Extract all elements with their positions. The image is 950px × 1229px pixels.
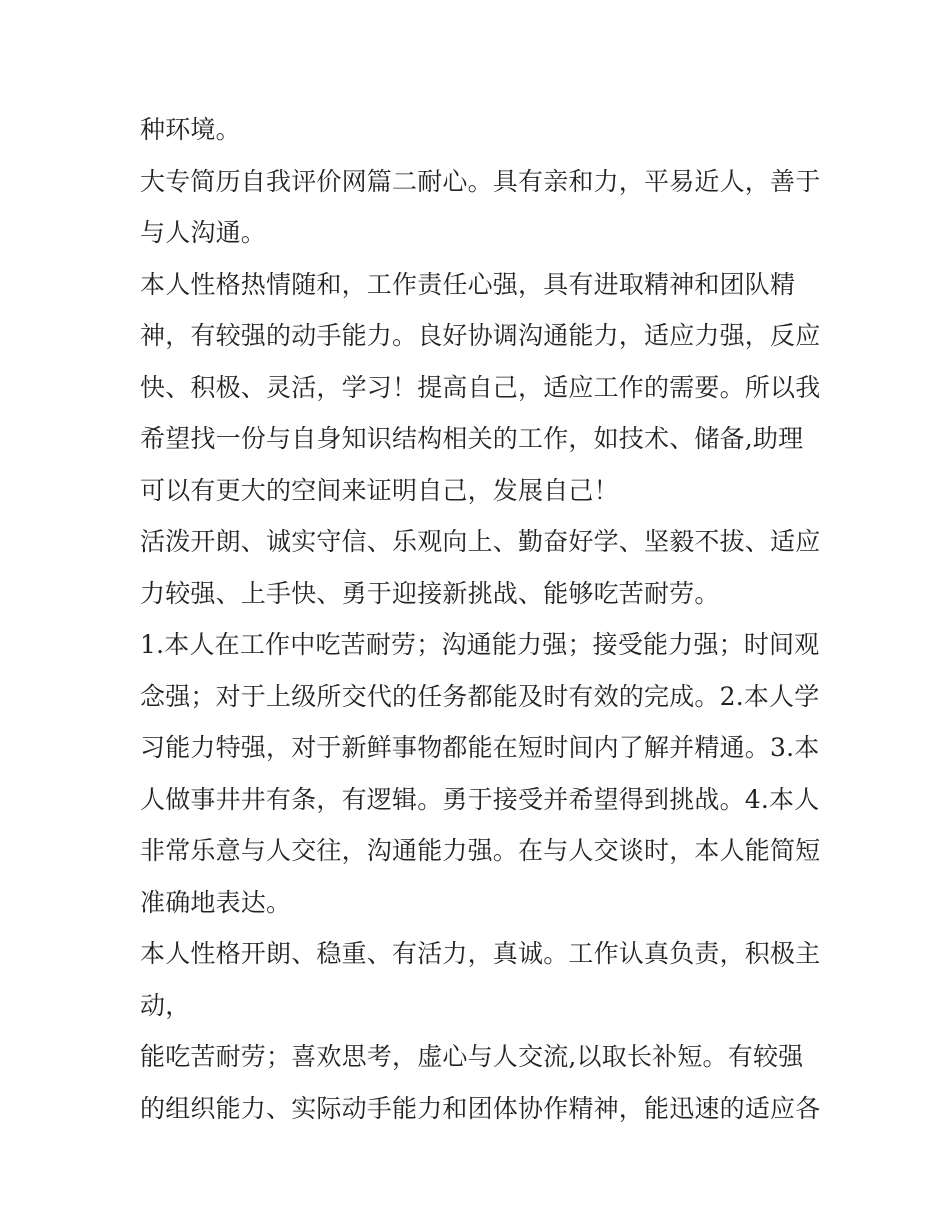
text-line: 能吃苦耐劳；喜欢思考，虚心与人交流,以取长补短。有较强 bbox=[140, 1042, 804, 1071]
text-line: 非常乐意与人交往，沟通能力强。在与人交谈时，本人能简短 bbox=[140, 836, 821, 865]
text-line: 动， bbox=[140, 990, 191, 1020]
text-line: 可以有更大的空间来证明自己，发展自己！ bbox=[140, 475, 619, 505]
text-line: 神，有较强的动手能力。良好协调沟通能力，适应力强，反应 bbox=[140, 321, 821, 350]
text-line: 人做事井井有条，有逻辑。勇于接受并希望得到挑战。4.本人 bbox=[140, 784, 820, 814]
text-line: 念强；对于上级所交代的任务都能及时有效的完成。2.本人学 bbox=[140, 681, 820, 711]
text-line: 希望找一份与自身知识结构相关的工作，如技术、储备,助理 bbox=[140, 424, 804, 453]
text-line: 准确地表达。 bbox=[140, 887, 292, 917]
text-line: 的组织能力、实际动手能力和团体协作精神，能迅速的适应各 bbox=[140, 1093, 821, 1123]
text-line: 快、积极、灵活，学习！提高自己，适应工作的需要。所以我 bbox=[140, 372, 821, 402]
text-line: 力较强、上手快、勇于迎接新挑战、能够吃苦耐劳。 bbox=[140, 578, 720, 608]
text-line: 本人性格开朗、稳重、有活力，真诚。工作认真负责，积极主 bbox=[140, 939, 821, 968]
text-line: 1.本人在工作中吃苦耐劳；沟通能力强；接受能力强；时间观 bbox=[140, 630, 820, 659]
document-body bbox=[140, 104, 820, 1134]
text-line: 种环境。 bbox=[140, 115, 241, 144]
text-line: 大专简历自我评价网篇二耐心。具有亲和力，平易近人，善于 bbox=[140, 166, 821, 196]
text-line: 习能力特强，对于新鲜事物都能在短时间内了解并精通。3.本 bbox=[140, 733, 820, 762]
text-line: 与人沟通。 bbox=[140, 218, 267, 247]
text-line: 本人性格热情随和，工作责任心强，具有进取精神和团队精 bbox=[140, 269, 796, 299]
text-line: 活泼开朗、诚实守信、乐观向上、勤奋好学、坚毅不拔、适应 bbox=[140, 527, 821, 556]
